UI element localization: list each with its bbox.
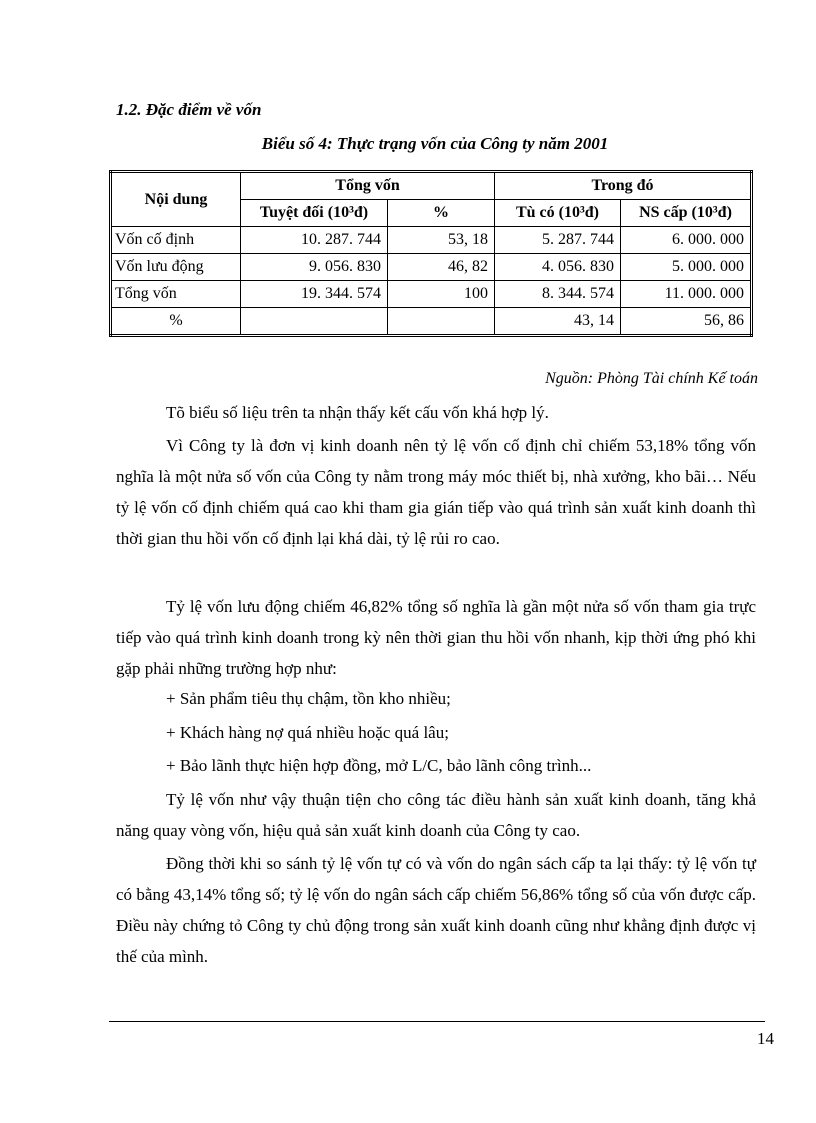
- paragraph-4: Tỷ lệ vốn như vậy thuận tiện cho công tác điều hành sản xuất kinh doanh, tăng khả năng quay vòng vốn, hiệu quả sản xuất kinh doanh của Công ty cao.: [116, 790, 756, 840]
- cell-equity: 4. 056. 830: [495, 254, 621, 281]
- paragraph-1: Tõ biểu số liệu trên ta nhận thấy kết cấu vốn khá hợp lý.: [166, 403, 549, 422]
- paragraph-5: Đồng thời khi so sánh tỷ lệ vốn tự có và vốn do ngân sách cấp ta lại thấy: tỷ lệ vốn tự có bằng 43,14% tổng số; tỷ lệ vốn do ngân sách cấp chiếm 56,86% tổng số của vốn được cấp. Điều này chứng tỏ Công ty chủ động trong sản xuất kinh doanh cũng như khẳng định được vị thế của mình.: [116, 854, 756, 966]
- row-label: %: [111, 308, 241, 336]
- cell-absolute: 9. 056. 830: [241, 254, 388, 281]
- paragraph-3: Tỷ lệ vốn lưu động chiếm 46,82% tổng số nghĩa là gần một nửa số vốn tham gia trực tiếp vào quá trình kinh doanh trong kỳ nên thời gian thu hồi vốn nhanh, kịp thời ứng phó khi gặp phải những trường hợp như:: [116, 597, 756, 678]
- cell-percent: 53, 18: [388, 227, 495, 254]
- header-total-capital: Tổng vốn: [241, 172, 495, 200]
- table-row: [111, 308, 752, 336]
- row-label: Tổng vốn: [111, 281, 241, 308]
- cell-percent: [388, 308, 495, 336]
- table-caption: Biểu số 4: Thực trạng vốn của Công ty năm 2001: [261, 134, 609, 153]
- cell-budget: 11. 000. 000: [621, 281, 752, 308]
- header-content: Nội dung: [111, 172, 241, 227]
- capital-table: [109, 170, 753, 337]
- source-note: Nguồn: Phòng Tài chính Kế toán: [545, 370, 758, 387]
- header-state-budget: NS cấp (10³đ): [621, 200, 752, 227]
- paragraph-2: Vì Công ty là đơn vị kinh doanh nên tỷ lệ vốn cố định chỉ chiếm 53,18% tổng vốn nghĩa là một nửa số vốn của Công ty nằm trong máy móc thiết bị, nhà xưởng, kho bãi… Nếu tỷ lệ vốn cố định chiếm quá cao khi tham gia gián tiếp vào quá trình sản xuất kinh doanh thì thời gian thu hồi vốn cố định lại khá dài, tỷ lệ rủi ro cao.: [116, 436, 756, 548]
- cell-equity: 43, 14: [495, 308, 621, 336]
- cell-budget: 56, 86: [621, 308, 752, 336]
- table-row: [111, 227, 752, 254]
- header-absolute: Tuyệt đối (10³đ): [241, 200, 388, 227]
- cell-percent: 100: [388, 281, 495, 308]
- header-of-which: Trong đó: [495, 172, 752, 200]
- cell-equity: 5. 287. 744: [495, 227, 621, 254]
- table-row: [111, 254, 752, 281]
- cell-absolute: [241, 308, 388, 336]
- footer-divider: [109, 1021, 765, 1022]
- bullet-item: + Khách hàng nợ quá nhiều hoặc quá lâu;: [166, 723, 449, 742]
- bullet-item: + Bảo lãnh thực hiện hợp đồng, mở L/C, bảo lãnh công trình...: [166, 756, 592, 775]
- cell-absolute: 10. 287. 744: [241, 227, 388, 254]
- cell-budget: 6. 000. 000: [621, 227, 752, 254]
- cell-equity: 8. 344. 574: [495, 281, 621, 308]
- row-label: Vốn cố định: [111, 227, 241, 254]
- header-equity: Tù có (10³đ): [495, 200, 621, 227]
- page-number: 14: [757, 1029, 774, 1048]
- cell-budget: 5. 000. 000: [621, 254, 752, 281]
- section-heading: 1.2. Đặc điểm về vốn: [116, 100, 262, 119]
- row-label: Vốn lưu động: [111, 254, 241, 281]
- cell-absolute: 19. 344. 574: [241, 281, 388, 308]
- cell-percent: 46, 82: [388, 254, 495, 281]
- bullet-item: + Sản phẩm tiêu thụ chậm, tồn kho nhiều;: [166, 689, 451, 708]
- table-row: [111, 281, 752, 308]
- header-percent: %: [388, 200, 495, 227]
